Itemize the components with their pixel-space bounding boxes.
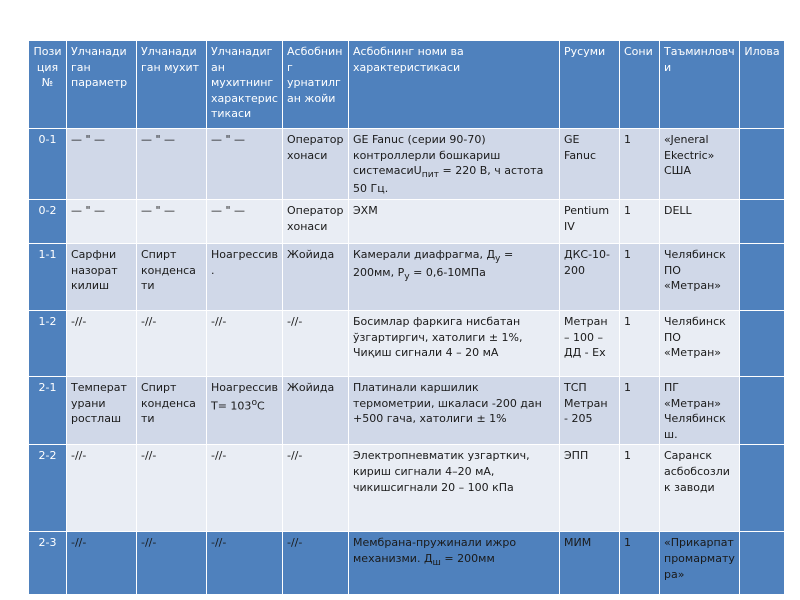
cell-note — [740, 532, 785, 595]
cell-device-name: Камерали диафрагма, $Д_у = 200мм$, $Р_у = 0,6-10МПа$ — [349, 244, 560, 311]
cell-quantity: 1 — [620, 377, 660, 445]
cell-position: 1-2 — [29, 311, 67, 377]
cell-medium-characteristics: -//- — [207, 532, 283, 595]
cell-supplier: Челябинск ПО «Метран» — [660, 311, 740, 377]
cell-medium-characteristics: Ноагрессив. — [207, 244, 283, 311]
cell-installation-place: Жойида — [283, 377, 349, 445]
cell-position: 0-1 — [29, 129, 67, 200]
cell-quantity: 1 — [620, 445, 660, 532]
cell-model: МИМ — [560, 532, 620, 595]
cell-model: Pentium IV — [560, 200, 620, 244]
cell-medium: -//- — [137, 532, 207, 595]
header-quantity: Сони — [620, 41, 660, 129]
cell-medium: — " — — [137, 129, 207, 200]
cell-installation-place: -//- — [283, 445, 349, 532]
cell-position: 0-2 — [29, 200, 67, 244]
cell-installation-place: -//- — [283, 532, 349, 595]
cell-parameter: — " — — [67, 129, 137, 200]
cell-device-name: Босимлар фаркига нисбатан ўзгартиргич, хатолиги ± 1%, Чиқиш сигнали 4 – 20 мА — [349, 311, 560, 377]
cell-installation-place: Жойида — [283, 244, 349, 311]
table-row — [29, 445, 785, 532]
cell-medium-characteristics: Ноагрессив $Т= 103^оС$ — [207, 377, 283, 445]
header-position: Позиция № — [29, 41, 67, 129]
cell-model: ТСП Метран - 205 — [560, 377, 620, 445]
table-row — [29, 244, 785, 311]
cell-medium-characteristics: — " — — [207, 200, 283, 244]
header-medium-characteristics: Улчанадиган мухитнинг характеристикаси — [207, 41, 283, 129]
cell-supplier: «Прикарпатпромарматура» — [660, 532, 740, 595]
cell-model: Метран – 100 – ДД - Ех — [560, 311, 620, 377]
cell-position: 2-1 — [29, 377, 67, 445]
cell-installation-place: Оператор хонаси — [283, 129, 349, 200]
cell-model: ЭПП — [560, 445, 620, 532]
table-row — [29, 377, 785, 445]
cell-medium: Спирт конденсати — [137, 244, 207, 311]
cell-quantity: 1 — [620, 200, 660, 244]
header-device-name: Асбобнинг номи ва характеристикаси — [349, 41, 560, 129]
cell-supplier: «Jeneral Ekectric» США — [660, 129, 740, 200]
header-model: Русуми — [560, 41, 620, 129]
header-medium: Улчанадиган мухит — [137, 41, 207, 129]
specification-table — [28, 40, 785, 595]
table-row — [29, 200, 785, 244]
cell-device-name: Мембрана-пружинали ижро механизми. $Д_ш = 200мм$ — [349, 532, 560, 595]
cell-installation-place: -//- — [283, 311, 349, 377]
cell-parameter: -//- — [67, 445, 137, 532]
cell-supplier: ПГ «Метран» Челябинск ш. — [660, 377, 740, 445]
cell-installation-place: Оператор хонаси — [283, 200, 349, 244]
cell-medium-characteristics: -//- — [207, 445, 283, 532]
cell-model: ДКС-10-200 — [560, 244, 620, 311]
cell-position: 1-1 — [29, 244, 67, 311]
table-row — [29, 532, 785, 595]
cell-model: GE Fanuc — [560, 129, 620, 200]
cell-parameter: Сарфни назорат килиш — [67, 244, 137, 311]
cell-parameter: — " — — [67, 200, 137, 244]
cell-parameter: -//- — [67, 532, 137, 595]
cell-medium: — " — — [137, 200, 207, 244]
cell-device-name: Электропневматик узгарткич, кириш сигнали 4–20 мА, чикишсигнали 20 – 100 кПа — [349, 445, 560, 532]
header-parameter: Улчанадиган параметр — [67, 41, 137, 129]
cell-medium: Спирт конденсати — [137, 377, 207, 445]
table-row — [29, 129, 785, 200]
cell-medium: -//- — [137, 445, 207, 532]
cell-medium-characteristics: — " — — [207, 129, 283, 200]
cell-note — [740, 129, 785, 200]
cell-device-name: Платинали каршилик термометрии, шкаласи -200 дан +500 гача, хатолиги ± 1% — [349, 377, 560, 445]
cell-quantity: 1 — [620, 244, 660, 311]
cell-position: 2-3 — [29, 532, 67, 595]
cell-parameter: Температурани ростлаш — [67, 377, 137, 445]
cell-device-name: GE Fanuc (серии 90-70) контроллерли бошкариш системасиU$_{пит}$ = 220 В, ч астота 50 Гц. — [349, 129, 560, 200]
cell-quantity: 1 — [620, 532, 660, 595]
cell-parameter: -//- — [67, 311, 137, 377]
cell-position: 2-2 — [29, 445, 67, 532]
header-note: Илова — [740, 41, 785, 129]
cell-note — [740, 377, 785, 445]
cell-supplier: Челябинск ПО «Метран» — [660, 244, 740, 311]
cell-supplier: Саранск асбобсозлик заводи — [660, 445, 740, 532]
header-supplier: Таъминловчи — [660, 41, 740, 129]
table-header-row — [29, 41, 785, 129]
cell-supplier: DELL — [660, 200, 740, 244]
cell-note — [740, 244, 785, 311]
cell-device-name: ЭХМ — [349, 200, 560, 244]
cell-quantity: 1 — [620, 129, 660, 200]
cell-quantity: 1 — [620, 311, 660, 377]
cell-note — [740, 445, 785, 532]
cell-note — [740, 311, 785, 377]
cell-medium: -//- — [137, 311, 207, 377]
cell-note — [740, 200, 785, 244]
table-row — [29, 311, 785, 377]
cell-medium-characteristics: -//- — [207, 311, 283, 377]
header-installation-place: Асбобнинг урнатилган жойи — [283, 41, 349, 129]
